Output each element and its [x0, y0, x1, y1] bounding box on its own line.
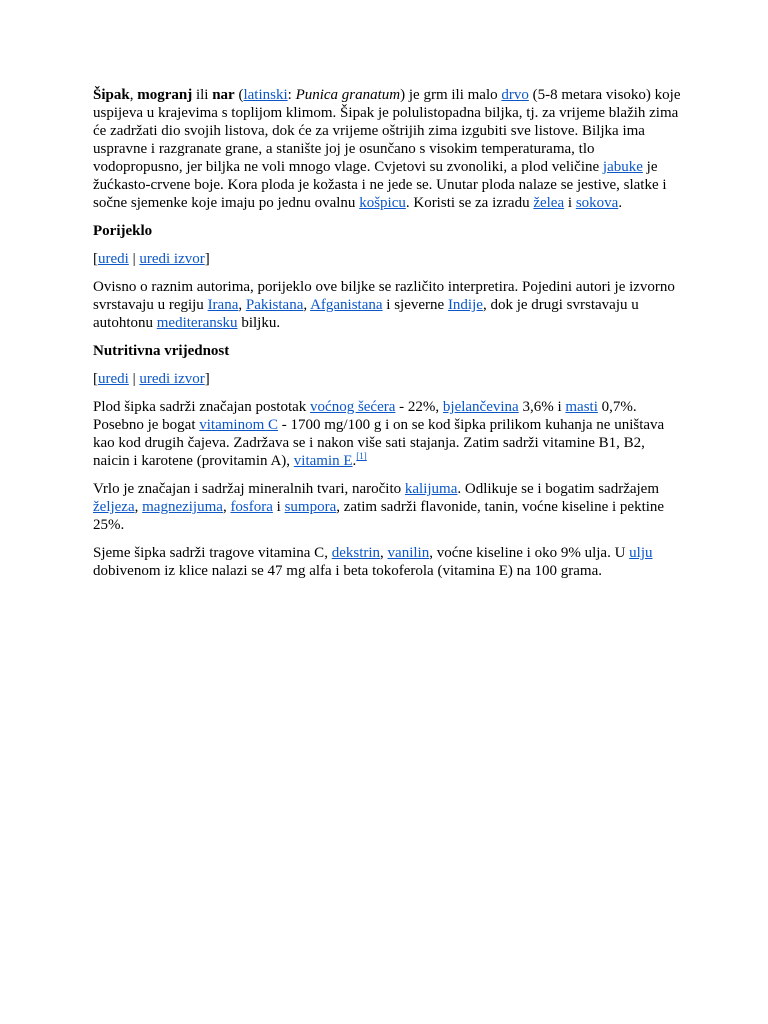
- text: biljku.: [237, 315, 281, 331]
- article-body: [93, 86, 683, 590]
- text: , voćne kiseline i oko 9% ulja. U: [429, 545, 630, 561]
- link-vocnog-secera[interactable]: voćnog šećera: [310, 399, 396, 415]
- link-pakistana[interactable]: Pakistana: [245, 297, 304, 313]
- bracket: ]: [204, 371, 210, 387]
- nutrition-paragraph-2: [93, 480, 683, 534]
- nutrition-paragraph-3: [93, 544, 683, 580]
- link-drvo[interactable]: drvo: [501, 87, 529, 103]
- link-ulju[interactable]: ulju: [629, 545, 653, 561]
- text: ,: [303, 297, 311, 313]
- text: 0,7%. Posebno je bogat: [93, 399, 637, 433]
- section-heading-nutritivna-vrijednost: Nutritivna vrijednost: [93, 343, 230, 359]
- text: Plod šipka sadrži značajan postotak: [93, 399, 311, 415]
- text: i sjeverne: [382, 297, 448, 313]
- text: ,: [134, 499, 143, 515]
- text: ,: [129, 87, 138, 103]
- text: (5-8 metara visoko) koje uspijeva u krajevima s toplijom klimom. Šipak je polulistopadna biljka, tj. za vrijeme blažih zima će zadržati dio svojih listova, dok će za vrijeme oštrijih zima izgubiti sve listove. Biljka ima uspravne i razgranate grane, a stanište joj je osunčano s visokim temperaturama, tlo vodopropusno, jer biljka ne voli mnogo vlage. Cvjetovi su zvonoliki, a plod veličine: [93, 87, 681, 175]
- link-indije[interactable]: Indije: [447, 297, 483, 313]
- text: . Odlikuje se i bogatim sadržajem: [457, 481, 660, 497]
- link-fosfora[interactable]: fosfora: [230, 499, 273, 515]
- text: ,: [222, 499, 231, 515]
- text: (: [234, 87, 244, 103]
- latin-name: Punica granatum: [295, 87, 401, 103]
- link-kospicu[interactable]: košpicu: [359, 195, 406, 211]
- link-kalijuma[interactable]: kalijuma: [404, 481, 458, 497]
- link-dekstrin[interactable]: dekstrin: [331, 545, 381, 561]
- link-masti[interactable]: masti: [565, 399, 598, 415]
- section-heading-porijeklo: Porijeklo: [93, 223, 153, 239]
- bracket: [: [93, 371, 98, 387]
- bracket: [: [93, 251, 98, 267]
- separator: |: [128, 371, 140, 387]
- link-latinski[interactable]: latinski: [243, 87, 288, 103]
- text: .: [618, 195, 623, 211]
- term-sipak: Šipak: [93, 87, 130, 103]
- edit-links-porijeklo: [93, 250, 683, 268]
- text: ili: [192, 87, 213, 103]
- link-vitamin-e[interactable]: vitamin E: [293, 453, 353, 469]
- reference-superscript[interactable]: [356, 451, 367, 461]
- link-zeljeza[interactable]: željeza: [93, 499, 135, 515]
- text: Vrlo je značajan i sadržaj mineralnih tvari, naročito: [93, 481, 405, 497]
- reference-link[interactable]: [1]: [356, 451, 367, 461]
- link-sokova[interactable]: sokova: [575, 195, 619, 211]
- text: , zatim sadrži flavonide, tanin, voćne kiseline i pektine 25%.: [93, 499, 665, 533]
- link-mediteransku[interactable]: mediteransku: [156, 315, 238, 331]
- term-mogranj: mogranj: [137, 87, 193, 103]
- text: je žućkasto-crvene boje. Kora ploda je kožasta i ne jede se. Unutar ploda nalaze se jestive, slatke i sočne sjemenke koje imaju po jednu ovalnu: [93, 159, 667, 211]
- text: Ovisno o raznim autorima, porijeklo ove biljke se različito interpretira. Pojedini autori je izvorno svrstavaju u regiju: [93, 279, 675, 313]
- link-irana[interactable]: Irana: [207, 297, 239, 313]
- text: - 1700 mg/100 g i on se kod šipka prilikom kuhanja ne uništava kao kod drugih čajeva. Zadržava se i nakon više sati stajanja. Zatim sadrži vitamine B1, B2, naicin i karotene (provitamin A),: [93, 417, 665, 469]
- text: i: [564, 195, 576, 211]
- separator: |: [128, 251, 140, 267]
- edit-link[interactable]: uredi: [98, 371, 129, 387]
- bracket: ]: [204, 251, 210, 267]
- text: . Koristi se za izradu: [405, 195, 534, 211]
- text: .: [352, 453, 357, 469]
- text: 3,6% i: [518, 399, 566, 415]
- link-afganistana[interactable]: Afganistana: [310, 297, 383, 313]
- edit-source-link[interactable]: uredi izvor: [139, 251, 205, 267]
- text: i: [272, 499, 285, 515]
- intro-paragraph: [93, 86, 683, 212]
- link-jabuke[interactable]: jabuke: [602, 159, 643, 175]
- link-vitaminom-c[interactable]: vitaminom C: [199, 417, 278, 433]
- link-bjelancevina[interactable]: bjelančevina: [442, 399, 519, 415]
- text: , dok je drugi svrstavaju u autohtonu: [93, 297, 639, 331]
- link-sumpora[interactable]: sumpora: [284, 499, 337, 515]
- link-vanilin[interactable]: vanilin: [387, 545, 430, 561]
- edit-source-link[interactable]: uredi izvor: [139, 371, 205, 387]
- link-zelea[interactable]: želea: [533, 195, 565, 211]
- text: ) je grm ili malo: [400, 87, 502, 103]
- text: ,: [380, 545, 388, 561]
- nutrition-paragraph-1: [93, 398, 683, 470]
- edit-links-nutritivna: [93, 370, 683, 388]
- edit-link[interactable]: uredi: [98, 251, 129, 267]
- link-magnezijuma[interactable]: magnezijuma: [142, 499, 223, 515]
- text: Sjeme šipka sadrži tragove vitamina C,: [93, 545, 332, 561]
- text: ,: [238, 297, 246, 313]
- term-nar: nar: [212, 87, 235, 103]
- text: :: [287, 87, 296, 103]
- origin-paragraph: [93, 278, 683, 332]
- text: - 22%,: [395, 399, 443, 415]
- text: dobivenom iz klice nalazi se 47 mg alfa i beta tokoferola (vitamina E) na 100 grama.: [93, 563, 602, 579]
